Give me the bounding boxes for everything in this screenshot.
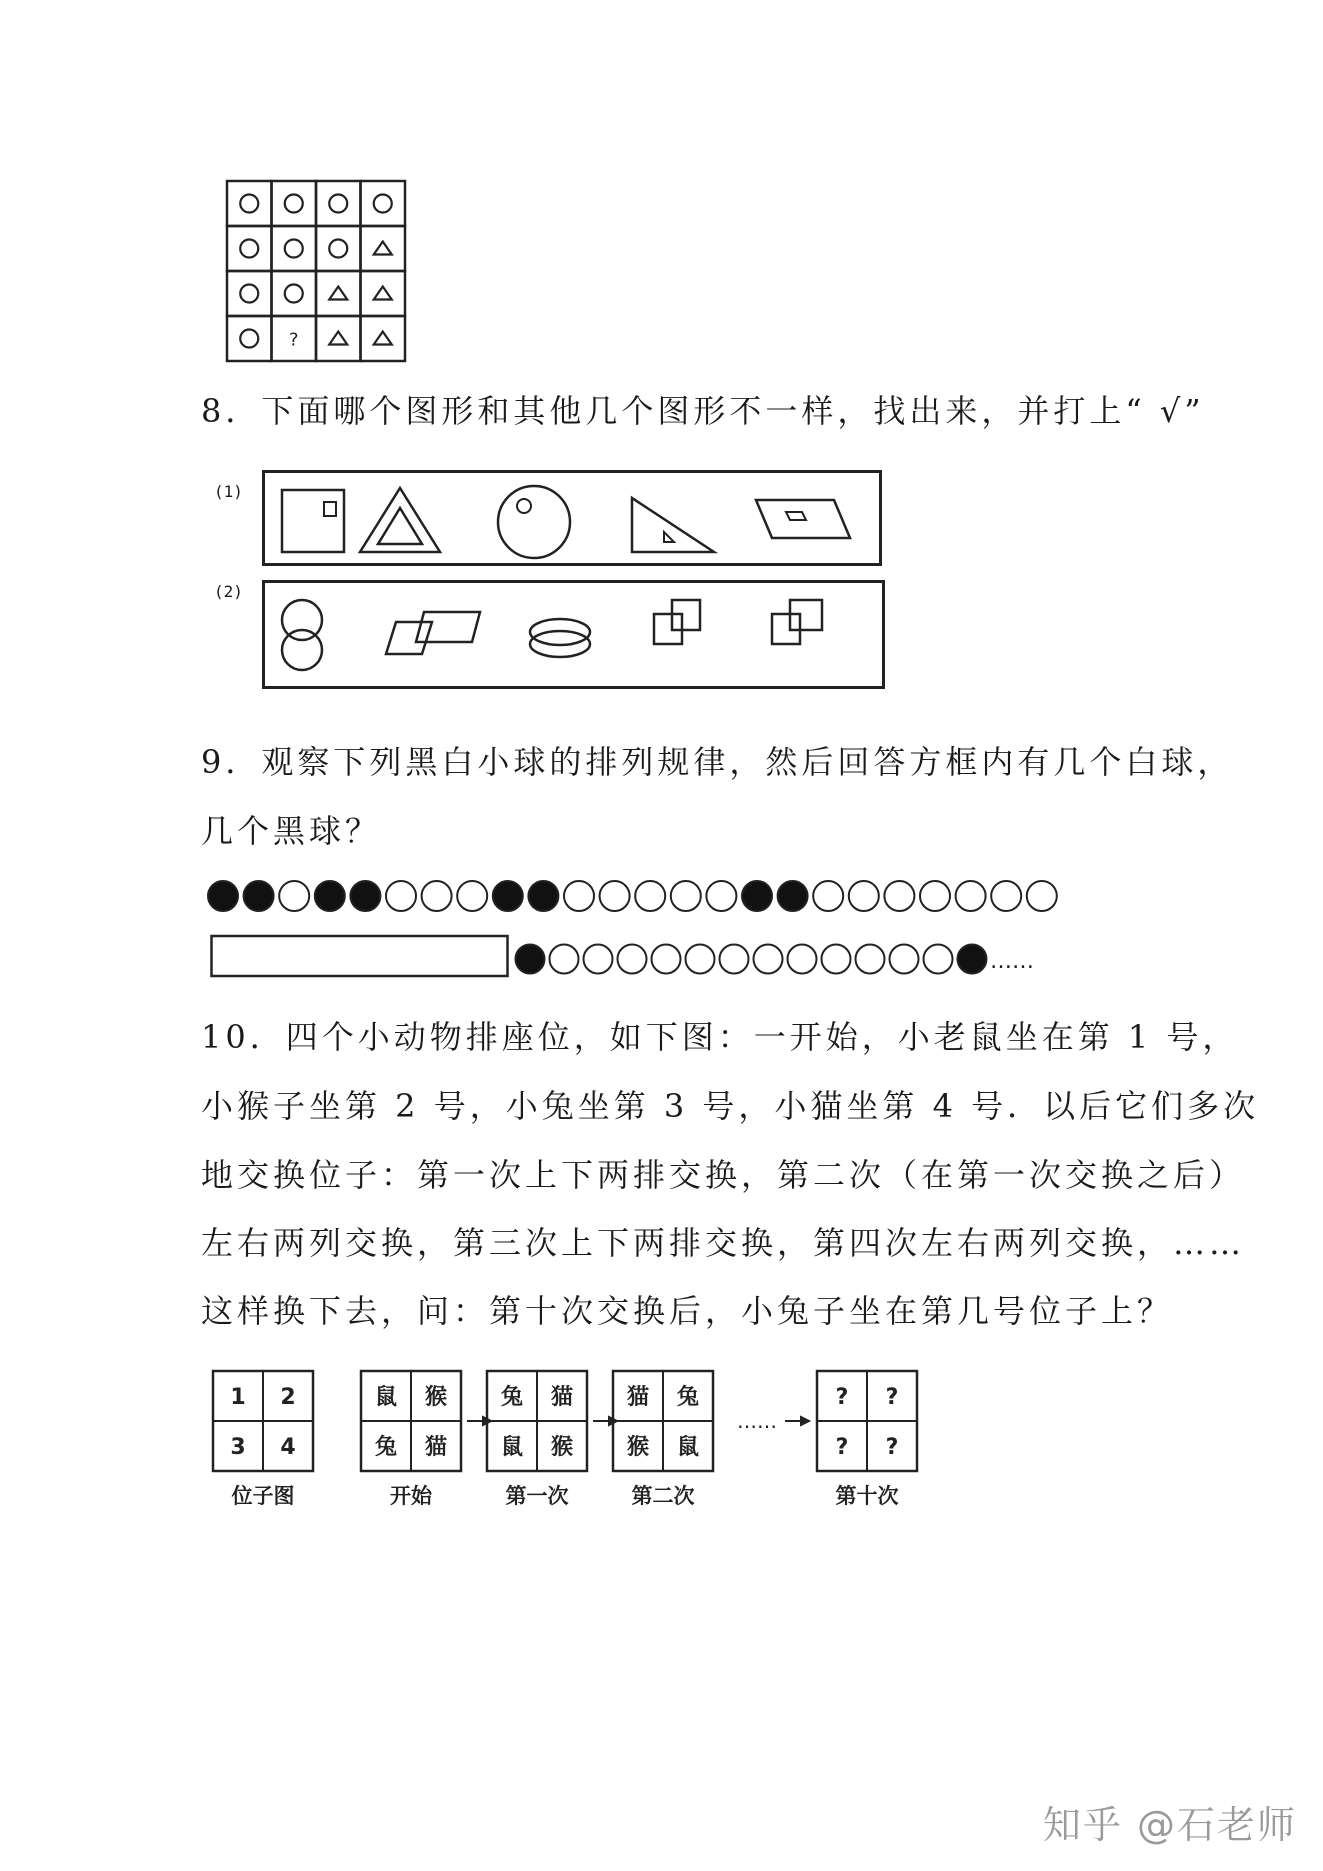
seat-cell-text: 兔	[374, 1435, 398, 1460]
white-ball	[584, 945, 613, 974]
black-ball	[528, 881, 558, 911]
grid-cell	[316, 316, 361, 361]
shape-square-with-inner-square	[282, 490, 344, 552]
seat-cell-text: 鼠	[500, 1435, 524, 1460]
watermark: 知乎 @石老师	[1042, 1803, 1297, 1847]
white-ball	[550, 945, 579, 974]
grid-cell	[272, 271, 317, 316]
shape-two-ellipses	[530, 619, 590, 657]
circle-shape	[374, 195, 392, 213]
grid-cell	[316, 181, 361, 226]
grid-cell	[361, 271, 406, 316]
black-ball	[350, 881, 380, 911]
sequence-dots: ……	[737, 1409, 777, 1433]
shape-triangle-with-inner-triangle	[360, 488, 440, 552]
triangle-shape	[374, 287, 392, 300]
grid-cell	[227, 271, 272, 316]
q10-text-line-2: 小猴子坐第 2 号，小兔坐第 3 号，小猫坐第 4 号．以后它们多次	[201, 1087, 1260, 1125]
white-ball	[386, 881, 416, 911]
circle-shape	[240, 285, 258, 303]
white-ball	[720, 945, 749, 974]
white-ball	[822, 945, 851, 974]
seat-cell-text: 1	[230, 1385, 246, 1410]
white-ball	[884, 881, 914, 911]
white-ball	[564, 881, 594, 911]
seat-cell-text: 3	[230, 1435, 246, 1460]
q8-row-label-1: (1)	[214, 482, 243, 501]
white-ball	[956, 881, 986, 911]
seat-cell-text: 兔	[676, 1385, 700, 1410]
shape-grid-puzzle	[224, 178, 408, 364]
white-ball	[920, 881, 950, 911]
seat-box-label: 第十次	[835, 1484, 899, 1508]
seat-cell-text: 4	[280, 1435, 296, 1460]
circle-shape	[285, 285, 303, 303]
white-ball	[1027, 881, 1057, 911]
black-ball	[244, 881, 274, 911]
white-ball	[457, 881, 487, 911]
grid-cell	[361, 181, 406, 226]
white-ball	[813, 881, 843, 911]
seat-cell-text: 猴	[550, 1435, 574, 1460]
seat-cell-text: ?	[885, 1385, 899, 1410]
white-ball	[890, 945, 919, 974]
black-ball	[493, 881, 523, 911]
grid-cell	[316, 271, 361, 316]
white-ball	[422, 881, 452, 911]
circle-shape	[285, 195, 303, 213]
seat-boxes	[213, 1371, 917, 1508]
shape-two-squares-b	[772, 600, 822, 644]
shape-circle-with-inner-circle	[498, 486, 570, 558]
white-ball	[788, 945, 817, 974]
white-ball	[279, 881, 309, 911]
seat-cell-text: 猴	[626, 1435, 650, 1460]
grid-cell	[361, 316, 406, 361]
shape-two-parallelograms	[386, 612, 480, 654]
q9-text-line-2: 几个黑球？	[201, 812, 382, 850]
q8-figure-row-1	[262, 470, 882, 566]
black-ball	[516, 945, 545, 974]
grid-cell	[227, 316, 272, 361]
q10-text-line-3: 地交换位子：第一次上下两排交换，第二次（在第一次交换之后）	[201, 1156, 1246, 1194]
seat-box-label: 开始	[390, 1484, 432, 1508]
circle-shape	[329, 240, 347, 258]
answer-box	[212, 936, 508, 976]
white-ball	[635, 881, 665, 911]
row2-frame	[264, 582, 884, 688]
shape-parallelogram-with-inner-parallelogram	[756, 500, 850, 538]
white-ball	[991, 881, 1021, 911]
balls-row-2	[516, 945, 987, 974]
white-ball	[600, 881, 630, 911]
triangle-shape	[374, 332, 392, 345]
seat-cell-text: 2	[280, 1385, 296, 1410]
circle-shape	[240, 195, 258, 213]
seat-cell-text: ?	[885, 1435, 899, 1460]
seat-cell-text: 猫	[424, 1435, 448, 1460]
q10-text-line-5: 这样换下去，问：第十次交换后，小兔子坐在第几号位子上？	[201, 1292, 1174, 1330]
white-ball	[924, 945, 953, 974]
ball-sequence-row-2	[210, 934, 1080, 984]
triangle-shape	[329, 332, 347, 345]
grid-cell	[361, 226, 406, 271]
q8-row-label-2: (2)	[214, 582, 243, 601]
black-ball	[208, 881, 238, 911]
seat-box-label: 位子图	[231, 1484, 295, 1508]
seat-cell-text: 猴	[424, 1385, 448, 1410]
white-ball	[618, 945, 647, 974]
grid-cell	[272, 226, 317, 271]
grid-cell	[316, 226, 361, 271]
seat-box-label: 第一次	[505, 1484, 569, 1508]
white-ball	[754, 945, 783, 974]
white-ball	[856, 945, 885, 974]
circle-shape	[240, 330, 258, 348]
ball-sequence-row-1	[205, 876, 1085, 916]
q8-text: 8．下面哪个图形和其他几个图形不一样，找出来，并打上“ √”	[201, 392, 1205, 430]
grid-cell	[227, 181, 272, 226]
seat-cell-text: ?	[835, 1385, 849, 1410]
ball-ellipsis: ……	[990, 949, 1034, 974]
white-ball	[671, 881, 701, 911]
q10-text-line-4: 左右两列交换，第三次上下两排交换，第四次左右两列交换，……	[201, 1224, 1246, 1262]
q10-text-line-1: 10．四个小动物排座位，如下图：一开始，小老鼠坐在第 1 号，	[201, 1018, 1239, 1056]
white-ball	[706, 881, 736, 911]
shape-right-triangle-with-inner-triangle	[632, 498, 714, 552]
black-ball	[315, 881, 345, 911]
grid-cell	[227, 226, 272, 271]
circle-shape	[285, 240, 303, 258]
black-ball	[742, 881, 772, 911]
balls-row-1	[208, 881, 1057, 911]
seat-cell-text: ?	[835, 1435, 849, 1460]
shape-two-circles	[282, 600, 322, 670]
grid-cells	[227, 181, 405, 361]
triangle-shape	[329, 287, 347, 300]
black-ball	[958, 945, 987, 974]
seat-diagram	[205, 1358, 925, 1508]
circle-shape	[240, 240, 258, 258]
seat-cell-text: 兔	[500, 1385, 524, 1410]
triangle-shape	[374, 242, 392, 255]
q9-text-line-1: 9．观察下列黑白小球的排列规律，然后回答方框内有几个白球，	[201, 743, 1234, 781]
seat-box-label: 第二次	[631, 1484, 695, 1508]
shape-two-squares-a	[654, 600, 700, 644]
seat-cell-text: 鼠	[374, 1385, 398, 1410]
white-ball	[652, 945, 681, 974]
q8-figure-row-2	[262, 580, 886, 690]
white-ball	[849, 881, 879, 911]
unknown-mark: ?	[288, 329, 299, 351]
seat-cell-text: 鼠	[676, 1435, 700, 1460]
seat-cell-text: 猫	[626, 1385, 650, 1410]
black-ball	[778, 881, 808, 911]
white-ball	[686, 945, 715, 974]
circle-shape	[329, 195, 347, 213]
seat-cell-text: 猫	[550, 1385, 574, 1410]
grid-cell	[272, 181, 317, 226]
